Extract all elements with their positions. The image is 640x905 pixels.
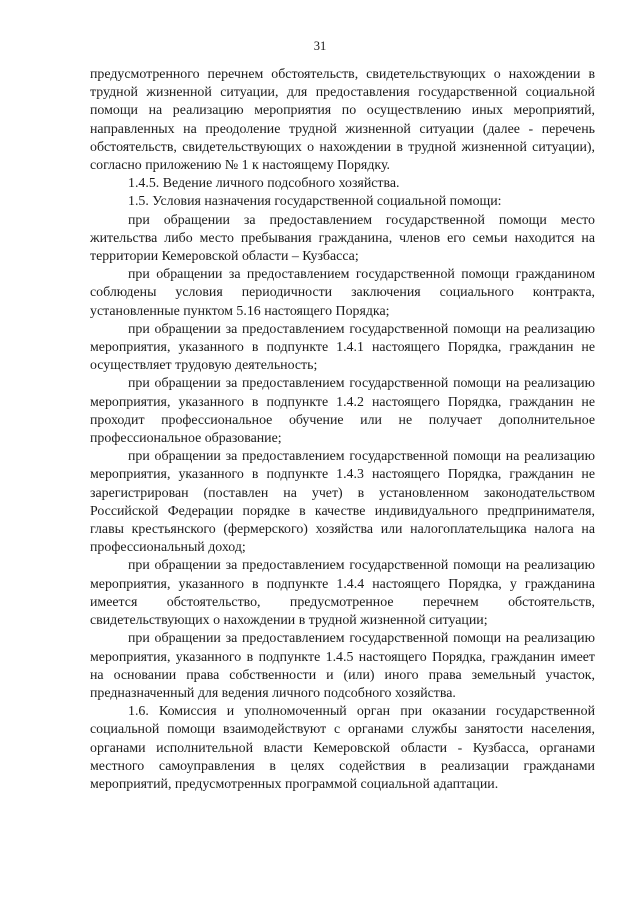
condition-1-4-1: при обращении за предоставлением государственной помощи на реализацию мероприятия, указанного в подпункте 1.4.1 настоящего Порядка, гражданин не осуществляет трудовую деятельность; (90, 321, 595, 374)
page-number: 31 (313, 39, 327, 53)
condition-1-4-5: при обращении за предоставлением государственной помощи на реализацию мероприятия, указанного в подпункте 1.4.5 настоящего Порядка, гражданин имеет на основании права собственности и (или) иного права земельный участок, предназначенный для ведения личного подсобного хозяйства. (90, 631, 595, 701)
paragraph-1-6: 1.6. Комиссия и уполномоченный орган при оказании государственной социальной помощи взаимодействуют с органами службы занятости населения, органами исполнительной власти Кемеровской области - Кузбасса, органами местного самоуправления в целях содействия в реализации гражданами мероприятий, предусмотренных программой социальной адаптации. (90, 704, 595, 792)
condition-1-4-4: при обращении за предоставлением государственной помощи на реализацию мероприятия, указанного в подпункте 1.4.4 настоящего Порядка, у гражданина имеется обстоятельство, предусмотренное перечнем обстоятельств, свидетельствующих о нахождении в трудной жизненной ситуации; (90, 558, 595, 629)
paragraph-continuation: предусмотренного перечнем обстоятельств, свидетельствующих о нахождении в трудной жизненной ситуации, для предоставления государственной социальной помощи на реализацию мероприятия по осуществлению иных мероприятий, направленных на преодоление трудной жизненной ситуации (далее - перечень обстоятельств, свидетельствующих о нахождении в трудной жизненной ситуации), согласно приложению № 1 к настоящему Порядку. (90, 67, 595, 174)
document-body (90, 66, 595, 794)
paragraph-1-5: 1.5. Условия назначения государственной социальной помощи: (128, 194, 502, 210)
condition-1-4-3: при обращении за предоставлением государственной помощи на реализацию мероприятия, указанного в подпункте 1.4.3 настоящего Порядка, гражданин не зарегистрирован (поставлен на учет) в установленном законодательством Российской Федерации порядке в качестве индивидуального предпринимателя, главы крестьянского (фермерского) хозяйства или налогоплательщика налога на профессиональный доход; (90, 449, 595, 556)
paragraph-1-4-5: 1.4.5. Ведение личного подсобного хозяйства. (128, 176, 400, 192)
condition-periodicity: при обращении за предоставлением государственной помощи гражданином соблюдены условия периодичности заключения социального контракта, установленные пунктом 5.16 настоящего Порядка; (90, 267, 595, 319)
condition-1-4-2: при обращении за предоставлением государственной помощи на реализацию мероприятия, указанного в подпункте 1.4.2 настоящего Порядка, гражданин не проходит профессиональное обучение или не получает дополнительное профессиональное образование; (90, 376, 595, 447)
condition-residence: при обращении за предоставлением государственной помощи место жительства либо место пребывания гражданина, членов его семьи находится на территории Кемеровской области – Кузбасса; (90, 212, 595, 265)
